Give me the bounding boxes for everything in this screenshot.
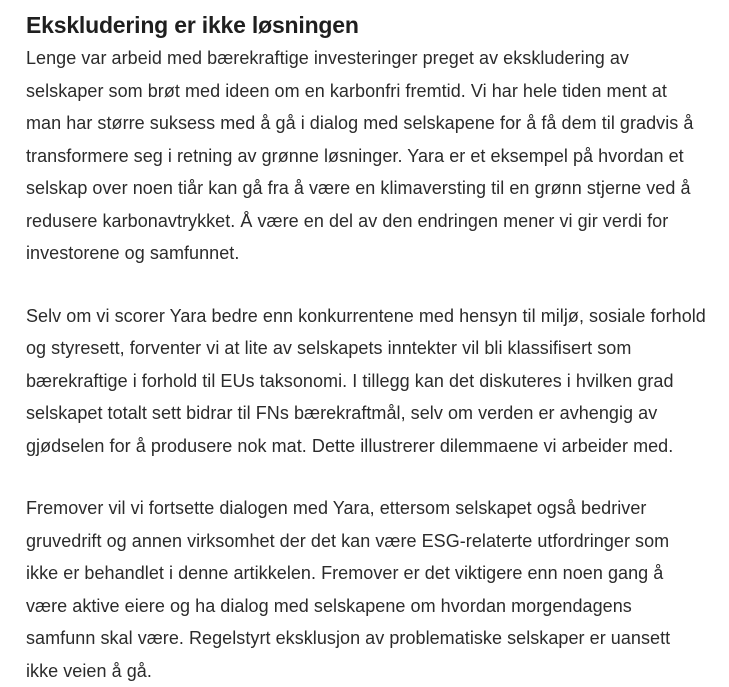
body-paragraph-2: Selv om vi scorer Yara bedre enn konkurrentene med hensyn til miljø, sosiale forhold og styresett, forventer vi at lite av selskapets inntekter vil bli klassifisert som bærekraftige i forhold til EUs taksonomi. I tillegg kan det diskuteres i hvilken grad selskapet totalt sett bidrar til FNs bærekraftmål, selv om verden er avhengig av gjødselen for å produsere nok mat. Dette illustrerer dilemmaene vi arbeider med. — [26, 305, 706, 456]
body-paragraph-1: Lenge var arbeid med bærekraftige investeringer preget av ekskludering av selskaper som brøt med ideen om en karbonfri fremtid. Vi har hele tiden ment at man har større suksess med å gå i dialog med selskapene for å få dem til gradvis å transformere seg i retning av grønne løsninger. Yara er et eksempel på hvordan et selskap over noen tiår kan gå fra å være en klimaversting til en grønn stjerne ved å redusere karbonavtrykket. Å være en del av den endringen mener vi gir verdi for investorene og samfunnet. — [26, 48, 694, 263]
article-section — [26, 10, 706, 687]
section-heading: Ekskludering er ikke løsningen — [26, 12, 359, 38]
body-paragraph-3: Fremover vil vi fortsette dialogen med Yara, ettersom selskapet også bedriver gruvedrift og annen virksomhet der det kan være ESG-relaterte utfordringer som ikke er behandlet i denne artikkelen. Fremover er det viktigere enn noen gang å være aktive eiere og ha dialog med selskapene om hvordan morgendagens samfunn skal være. Regelstyrt eksklusjon av problematiske selskaper er uansett ikke veien å gå. — [26, 498, 671, 681]
